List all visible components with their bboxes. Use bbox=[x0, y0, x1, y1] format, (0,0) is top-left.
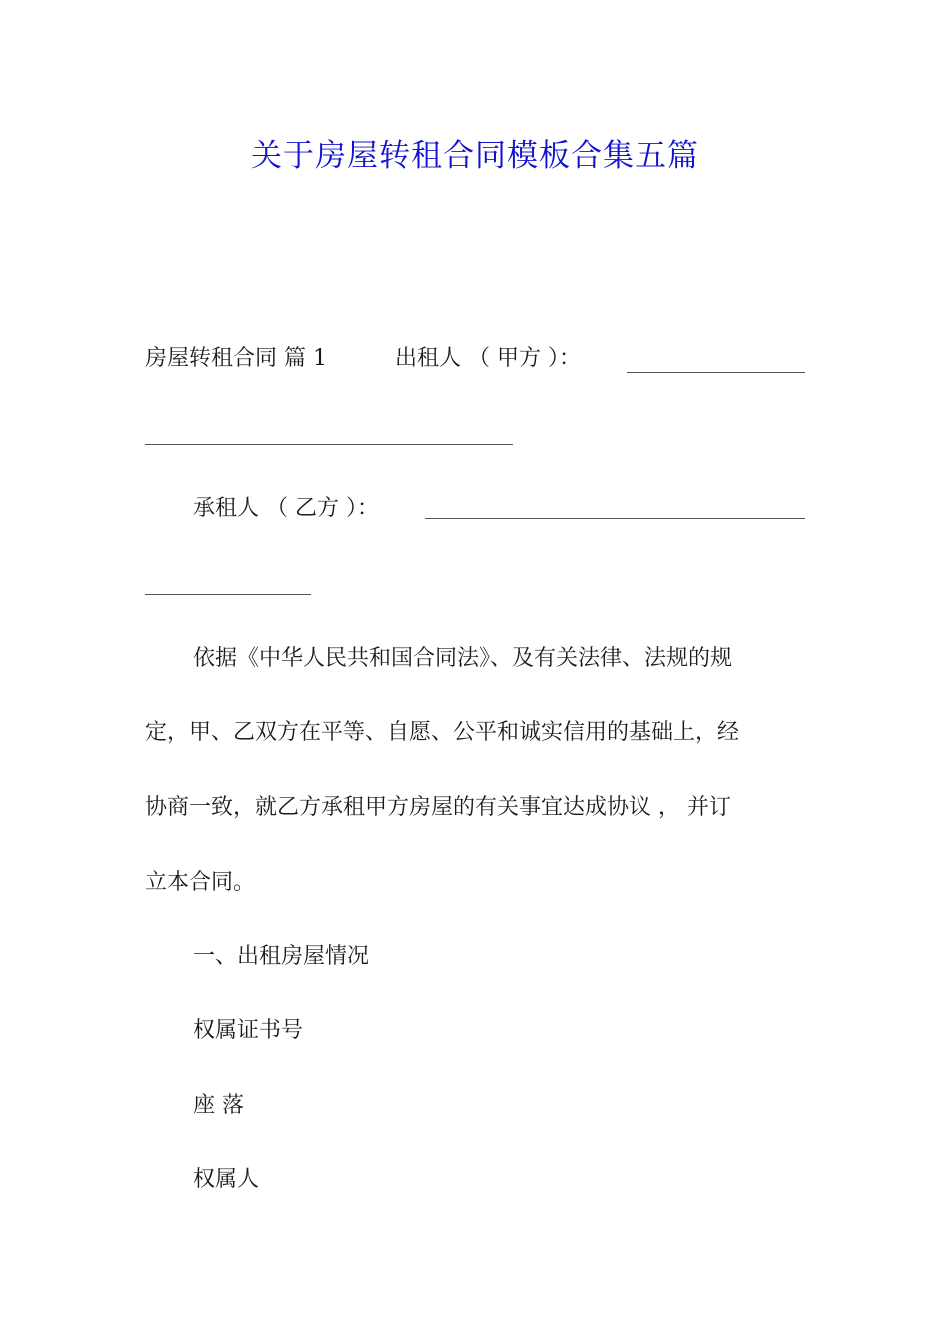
field-location: 座 落 bbox=[193, 1093, 244, 1118]
lessor-blank-line-1 bbox=[627, 372, 805, 373]
field-owner: 权属人 bbox=[193, 1167, 260, 1192]
section-heading: 房屋转租合同 篇 1 bbox=[145, 346, 327, 371]
paragraph-line: 依据《中华人民共和国合同法》、及有关法律、法规的规 bbox=[193, 646, 733, 671]
paragraph-line: 协商一致，就乙方承租甲方房屋的有关事宜达成协议 ， 并订 bbox=[145, 795, 731, 820]
lessee-blank-line-1 bbox=[425, 518, 805, 519]
lessee-blank-line-2 bbox=[145, 594, 311, 595]
paragraph-line: 立本合同。 bbox=[145, 870, 256, 895]
clause-heading: 一、出租房屋情况 bbox=[193, 944, 370, 969]
lessor-blank-line-2 bbox=[145, 444, 513, 445]
document-title: 关于房屋转租合同模板合集五篇 bbox=[251, 138, 699, 174]
lessee-label: 承租人 （ 乙方 ）： bbox=[193, 496, 379, 521]
lessor-label: 出租人 （ 甲方 ）： bbox=[395, 346, 581, 371]
field-cert-no: 权属证书号 bbox=[193, 1018, 304, 1043]
paragraph-line: 定，甲、乙双方在平等、自愿、公平和诚实信用的基础上，经 bbox=[145, 720, 740, 745]
